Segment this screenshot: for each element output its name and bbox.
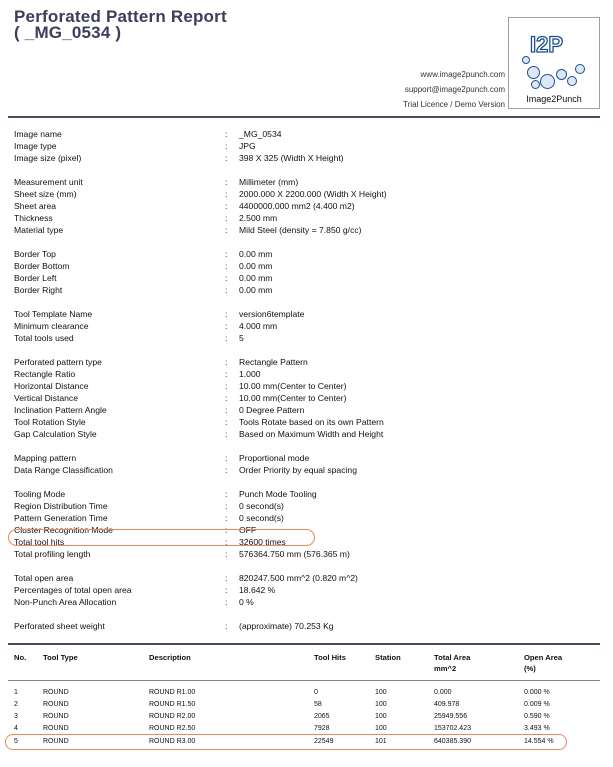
field-label: Region Distribution Time <box>14 501 108 511</box>
table-cell: 0.009 % <box>524 701 550 708</box>
field-value: 5 <box>239 333 244 343</box>
bubble-icon <box>522 56 530 64</box>
field-label: Total tool hits <box>14 537 65 547</box>
field-label: Non-Punch Area Allocation <box>14 597 117 607</box>
field-separator: : <box>225 405 228 415</box>
field-separator: : <box>225 285 228 295</box>
table-cell: 2065 <box>314 713 330 720</box>
column-header: Tool Hits <box>314 653 346 662</box>
field-label: Data Range Classification <box>14 465 113 475</box>
field-separator: : <box>225 549 228 559</box>
field-value: _MG_0534 <box>239 129 282 139</box>
field-value: OFF <box>239 525 257 535</box>
field-separator: : <box>225 489 228 499</box>
field-separator: : <box>225 177 228 187</box>
report-title <box>14 9 227 41</box>
field-separator: : <box>225 513 228 523</box>
field-separator: : <box>225 261 228 271</box>
field-separator: : <box>225 153 228 163</box>
field-value: 10.00 mm(Center to Center) <box>239 393 347 403</box>
field-label: Image name <box>14 129 62 139</box>
field-separator: : <box>225 189 228 199</box>
field-label: Border Bottom <box>14 261 70 271</box>
field-label: Horizontal Distance <box>14 381 89 391</box>
field-value: Mild Steel (density = 7.850 g/cc) <box>239 225 362 235</box>
column-header: Total Area mm^2 <box>434 653 471 673</box>
table-cell: 3.493 % <box>524 725 550 732</box>
field-value: 0 % <box>239 597 254 607</box>
image2punch-logo <box>508 17 600 109</box>
field-label: Image size (pixel) <box>14 153 82 163</box>
field-separator: : <box>225 381 228 391</box>
field-label: Tool Template Name <box>14 309 93 319</box>
table-cell: ROUND R2.00 <box>149 713 196 720</box>
column-header: Tool Type <box>43 653 78 662</box>
field-separator: : <box>225 321 228 331</box>
field-value: Punch Mode Tooling <box>239 489 317 499</box>
field-value: 398 X 325 (Width X Height) <box>239 153 344 163</box>
table-cell: 101 <box>375 738 387 745</box>
field-value: 576364.750 mm (576.365 m) <box>239 549 350 559</box>
field-value: Millimeter (mm) <box>239 177 299 187</box>
field-label: Measurement unit <box>14 177 83 187</box>
table-cell: 0.000 <box>434 689 452 696</box>
table-header-divider <box>8 680 600 681</box>
field-value: 0.00 mm <box>239 249 273 259</box>
field-label: Border Right <box>14 285 63 295</box>
table-cell: 7928 <box>314 725 330 732</box>
table-cell: 2 <box>14 701 18 708</box>
field-label: Border Top <box>14 249 56 259</box>
field-value: 0 Degree Pattern <box>239 405 305 415</box>
field-label: Border Left <box>14 273 57 283</box>
field-separator: : <box>225 333 228 343</box>
field-separator: : <box>225 429 228 439</box>
table-cell: ROUND R1.00 <box>149 689 196 696</box>
table-cell: 409.978 <box>434 701 460 708</box>
header-divider <box>8 116 600 118</box>
field-separator: : <box>225 573 228 583</box>
field-label: Inclination Pattern Angle <box>14 405 107 415</box>
field-separator: : <box>225 201 228 211</box>
table-cell: 640385.390 <box>434 738 471 745</box>
table-cell: ROUND <box>43 689 69 696</box>
table-cell: 25949.556 <box>434 713 468 720</box>
table-cell: 100 <box>375 701 387 708</box>
field-separator: : <box>225 393 228 403</box>
field-label: Thickness <box>14 213 53 223</box>
field-label: Total tools used <box>14 333 74 343</box>
field-value: Proportional mode <box>239 453 310 463</box>
table-cell: 0.000 % <box>524 689 550 696</box>
field-separator: : <box>225 369 228 379</box>
field-value: Order Priority by equal spacing <box>239 465 357 475</box>
field-label: Perforated sheet weight <box>14 621 105 631</box>
field-separator: : <box>225 417 228 427</box>
field-value: 4.000 mm <box>239 321 278 331</box>
table-cell: 1 <box>14 689 18 696</box>
column-header: Open Area (%) <box>524 653 563 673</box>
bubble-icon <box>567 76 577 86</box>
logo-name: Image2Punch <box>526 94 582 104</box>
field-label: Minimum clearance <box>14 321 89 331</box>
field-label: Gap Calculation Style <box>14 429 97 439</box>
table-cell: 58 <box>314 701 322 708</box>
table-cell: ROUND <box>43 738 69 745</box>
field-value: 0 second(s) <box>239 501 284 511</box>
field-value: 0.00 mm <box>239 285 273 295</box>
field-separator: : <box>225 501 228 511</box>
field-value: Tools Rotate based on its own Pattern <box>239 417 384 427</box>
table-cell: ROUND <box>43 701 69 708</box>
bubble-icon <box>527 66 540 79</box>
table-cell: ROUND <box>43 725 69 732</box>
field-label: Material type <box>14 225 64 235</box>
field-value: 4400000.000 mm2 (4.400 m2) <box>239 201 355 211</box>
table-cell: ROUND <box>43 713 69 720</box>
bubble-icon <box>531 80 540 89</box>
field-value: 1.000 <box>239 369 261 379</box>
field-label: Sheet size (mm) <box>14 189 77 199</box>
field-value: 10.00 mm(Center to Center) <box>239 381 347 391</box>
field-value: 820247.500 mm^2 (0.820 m^2) <box>239 573 358 583</box>
bubble-icon <box>556 69 567 80</box>
table-cell: 22549 <box>314 738 334 745</box>
field-separator: : <box>225 225 228 235</box>
bubble-icon <box>575 64 585 74</box>
field-label: Perforated pattern type <box>14 357 102 367</box>
field-label: Total profiling length <box>14 549 91 559</box>
support-email-link[interactable]: support@image2punch.com <box>404 85 505 94</box>
field-value: Based on Maximum Width and Height <box>239 429 384 439</box>
table-cell: ROUND R1.50 <box>149 701 196 708</box>
table-cell: 4 <box>14 725 18 732</box>
table-cell: 100 <box>375 725 387 732</box>
table-cell: 5 <box>14 738 18 745</box>
field-label: Tool Rotation Style <box>14 417 86 427</box>
column-header: Description <box>149 653 191 662</box>
field-value: 2.500 mm <box>239 213 278 223</box>
row-5-highlight <box>5 734 567 750</box>
field-separator: : <box>225 213 228 223</box>
field-value: Rectangle Pattern <box>239 357 308 367</box>
field-value: version6template <box>239 309 305 319</box>
field-value: 2000.000 X 2200.000 (Width X Height) <box>239 189 387 199</box>
field-separator: : <box>225 621 228 631</box>
table-cell: 0 <box>314 689 318 696</box>
field-separator: : <box>225 309 228 319</box>
field-separator: : <box>225 585 228 595</box>
field-label: Total open area <box>14 573 74 583</box>
field-label: Vertical Distance <box>14 393 79 403</box>
table-cell: 100 <box>375 713 387 720</box>
field-separator: : <box>225 273 228 283</box>
field-value: JPG <box>239 141 256 151</box>
bubble-icon <box>540 74 555 89</box>
column-header: Station <box>375 653 401 662</box>
table-cell: 100 <box>375 689 387 696</box>
field-separator: : <box>225 537 228 547</box>
total-hits-highlight <box>8 529 315 546</box>
column-header: No. <box>14 653 27 662</box>
field-label: Pattern Generation Time <box>14 513 108 523</box>
field-label: Rectangle Ratio <box>14 369 76 379</box>
field-value: 0.00 mm <box>239 273 273 283</box>
field-separator: : <box>225 597 228 607</box>
field-separator: : <box>225 525 228 535</box>
field-label: Mapping pattern <box>14 453 77 463</box>
table-top-divider <box>8 643 600 645</box>
field-separator: : <box>225 129 228 139</box>
table-cell: ROUND R3.00 <box>149 738 196 745</box>
logo-mark: I2P <box>530 32 564 57</box>
field-value: (approximate) 70.253 Kg <box>239 621 334 631</box>
table-cell: 14.554 % <box>524 738 554 745</box>
report-title-image: ( _MG_0534 ) <box>14 23 122 42</box>
field-label: Image type <box>14 141 57 151</box>
table-cell: 3 <box>14 713 18 720</box>
field-label: Percentages of total open area <box>14 585 132 595</box>
field-separator: : <box>225 249 228 259</box>
field-label: Sheet area <box>14 201 57 211</box>
field-separator: : <box>225 453 228 463</box>
field-label: Tooling Mode <box>14 489 66 499</box>
field-separator: : <box>225 141 228 151</box>
field-separator: : <box>225 357 228 367</box>
table-cell: 0.590 % <box>524 713 550 720</box>
website-link[interactable]: www.image2punch.com <box>420 70 505 79</box>
field-value: 0.00 mm <box>239 261 273 271</box>
report-title-main: Perforated Pattern Report <box>14 7 227 26</box>
licence-text: Trial Licence / Demo Version <box>403 100 505 109</box>
field-value: 18.642 % <box>239 585 276 595</box>
table-cell: ROUND R2.50 <box>149 725 196 732</box>
field-value: 32600 times <box>239 537 286 547</box>
table-cell: 153702.423 <box>434 725 471 732</box>
field-separator: : <box>225 465 228 475</box>
field-value: 0 second(s) <box>239 513 284 523</box>
field-label: Cluster Recognition Mode <box>14 525 113 535</box>
